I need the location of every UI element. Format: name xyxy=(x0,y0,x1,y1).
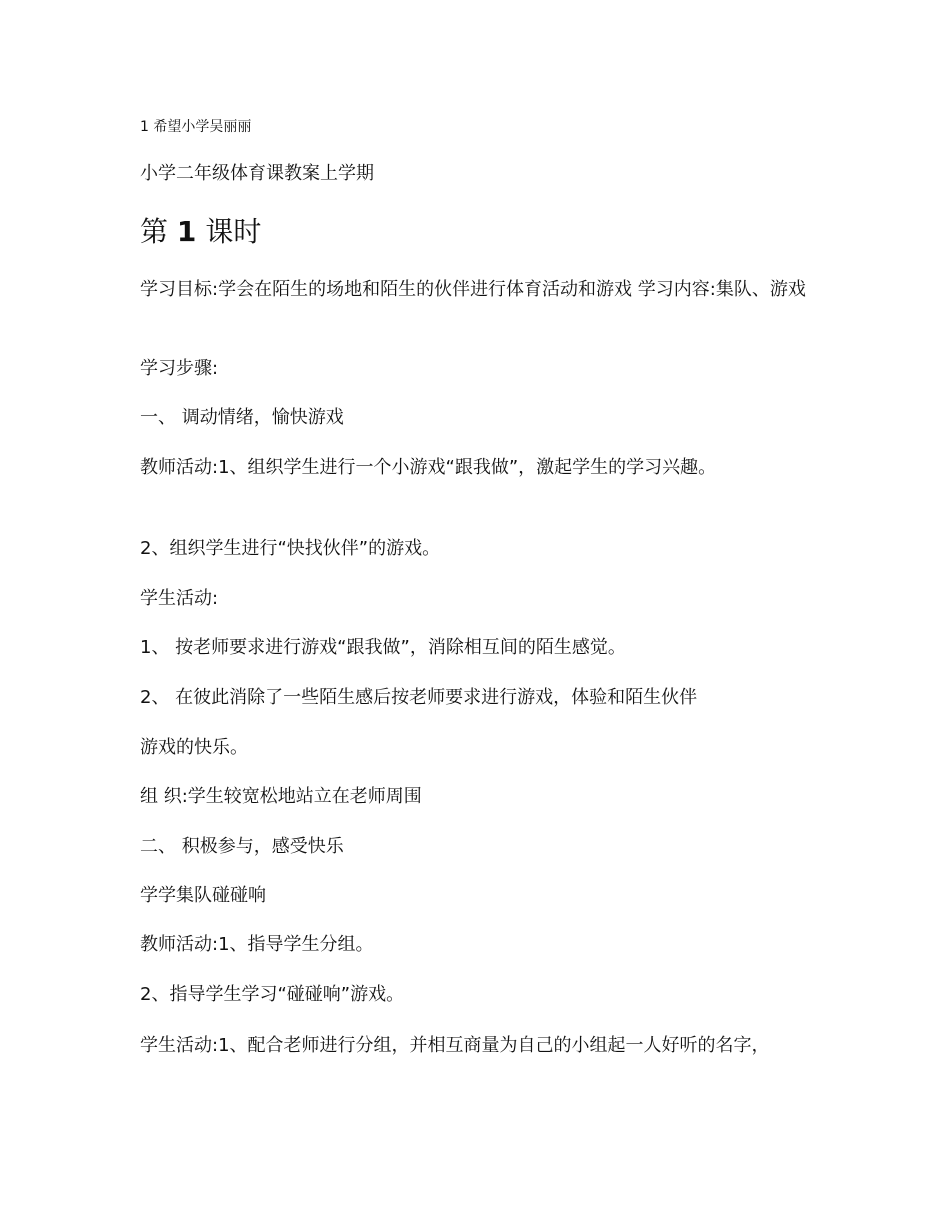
topic-line: 学学集队碰碰响 xyxy=(140,885,266,906)
lesson-heading xyxy=(140,214,261,250)
lesson-heading-prefix: 第 xyxy=(140,215,169,248)
teacher-activity-4: 2、指导学生学习“碰碰响”游戏。 xyxy=(140,984,405,1005)
student-activity-3: 学生活动:1、配合老师进行分组，并相互商量为自己的小组起一人好听的名字， xyxy=(140,1035,770,1056)
student-activity-label: 学生活动: xyxy=(140,588,219,609)
lesson-heading-suffix: 课时 xyxy=(205,215,262,248)
author-name: 希望小学吴丽丽 xyxy=(153,119,252,135)
page-number: 1 xyxy=(140,119,149,135)
teacher-activity-2: 2、组织学生进行“快找伙伴”的游戏。 xyxy=(140,538,441,559)
organization-note: 组 织:学生较宽松地站立在老师周围 xyxy=(140,786,422,807)
learning-goal-paragraph: 学习目标:学会在陌生的场地和陌生的伙伴进行体育活动和游戏 学习内容:集队、游戏 xyxy=(140,279,806,300)
student-activity-2-line-1: 2、 在彼此消除了一些陌生感后按老师要求进行游戏，体验和陌生伙伴 xyxy=(140,687,698,708)
section-heading-1: 一、 调动情绪，愉快游戏 xyxy=(140,407,344,428)
student-activity-1: 1、 按老师要求进行游戏“跟我做”，消除相互间的陌生感觉。 xyxy=(140,637,626,658)
document-title: 小学二年级体育课教案上学期 xyxy=(140,163,374,184)
steps-label: 学习步骤: xyxy=(140,358,219,379)
teacher-activity-3: 教师活动:1、指导学生分组。 xyxy=(140,934,374,955)
student-activity-2-line-2: 游戏的快乐。 xyxy=(140,737,248,758)
teacher-activity-1: 教师活动:1、组织学生进行一个小游戏“跟我做”，激起学生的学习兴趣。 xyxy=(140,457,717,478)
section-heading-2: 二、 积极参与，感受快乐 xyxy=(140,836,344,857)
page-header xyxy=(140,118,251,136)
lesson-number: 1 xyxy=(176,215,197,248)
